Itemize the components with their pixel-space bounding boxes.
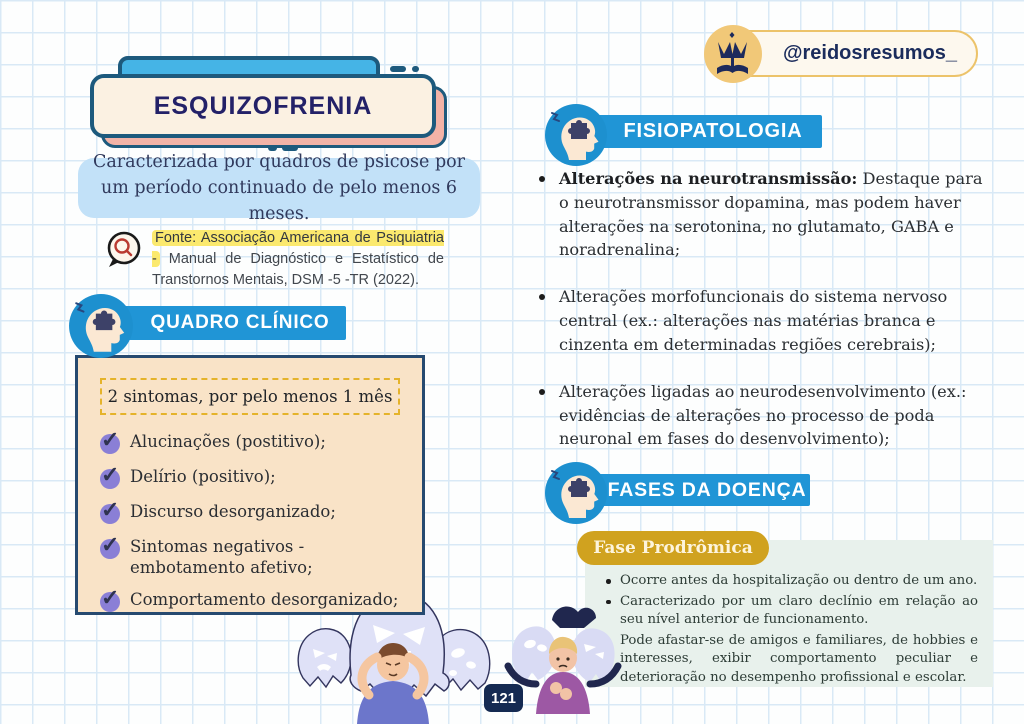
quadro-clinico-box <box>75 355 425 615</box>
head-puzzle-icon <box>68 293 134 359</box>
page-number: 121 <box>490 689 517 707</box>
source-block <box>104 228 444 291</box>
source-text <box>152 228 444 291</box>
list-item: ✓ Comportamento desorganizado; <box>101 585 399 612</box>
quadro-clinico-banner <box>104 306 346 340</box>
bullet-item: Caracterizado por um claro declínio em relação ao seu nível anterior de funcionamento. <box>603 593 978 630</box>
brand-handle: @reidosresumos_ <box>782 42 957 64</box>
list-item: ✓ Discurso desorganizado; <box>101 497 336 523</box>
fisiopatologia-title: FISIOPATOLOGIA <box>623 120 803 142</box>
criteria-title: 2 sintomas, por pelo menos 1 mês <box>100 378 400 415</box>
check-icon: ✓ <box>101 585 120 612</box>
check-icon: ✓ <box>101 462 120 488</box>
dash-decoration <box>412 66 419 72</box>
fase-bullets <box>603 572 978 690</box>
fisiopatologia-bullets <box>537 167 997 474</box>
title-card <box>90 74 436 138</box>
check-icon: ✓ <box>101 532 120 558</box>
page-title: ESQUIZOFRENIA <box>153 91 373 120</box>
fase-label: Fase Prodrômica <box>593 538 753 558</box>
check-icon: ✓ <box>101 427 120 453</box>
fases-doenca-title: FASES DA DOENÇA <box>607 478 807 501</box>
fase-prodromica-pill <box>577 531 769 565</box>
bullet-item: Pode afastar-se de amigos e familiares, de hobbies e interesses, exibir comportamento peculiar e deterioração no desempenho profissional e escolar. <box>603 632 978 688</box>
fisiopatologia-banner <box>578 115 822 148</box>
fases-doenca-banner <box>578 474 810 506</box>
head-puzzle-icon <box>544 461 608 525</box>
page-number-badge <box>484 684 523 712</box>
bullet-item: Alterações morfofuncionais do sistema nervoso central (ex.: alterações nas matérias branca e cinzenta em determinadas regiões cerebrais); <box>537 285 997 356</box>
dash-decoration <box>282 145 298 151</box>
intro-description: Caracterizada por quadros de psicose por um período continuado de pelo menos 6 meses. <box>78 158 480 218</box>
symptom-list <box>100 427 400 613</box>
crown-book-logo-icon <box>703 24 763 84</box>
list-item: ✓ Alucinações (postitivo); <box>101 427 326 453</box>
magnifier-bubble-icon <box>104 230 144 270</box>
list-item: ✓ Delírio (positivo); <box>101 462 276 488</box>
bullet-item: Ocorre antes da hospitalização ou dentro de um ano. <box>603 572 978 591</box>
source-highlight: Fonte: Associação Americana de Psiquiatria - <box>152 230 444 268</box>
list-item: ✓ Sintomas negativos - embotamento afetivo; <box>101 532 313 578</box>
source-rest: Manual de Diagnóstico e Estatístico de Transtornos Mentais, DSM -5 -TR (2022). <box>152 251 444 289</box>
head-puzzle-icon <box>544 103 608 167</box>
bullet-item: Alterações ligadas ao neurodesenvolvimento (ex.: evidências de alterações no processo de poda neuronal em fases do desenvolvimento); <box>537 380 997 451</box>
quadro-clinico-title: QUADRO CLÍNICO <box>150 312 330 333</box>
bullet-item: Alterações na neurotransmissão: Destaque para o neurotransmissor dopamina, mas podem haver alterações na serotonina, no glutamato, GABA e noradrenalina; <box>537 167 997 262</box>
dash-decoration <box>390 66 406 72</box>
check-icon: ✓ <box>101 497 120 523</box>
dash-decoration <box>268 145 277 151</box>
